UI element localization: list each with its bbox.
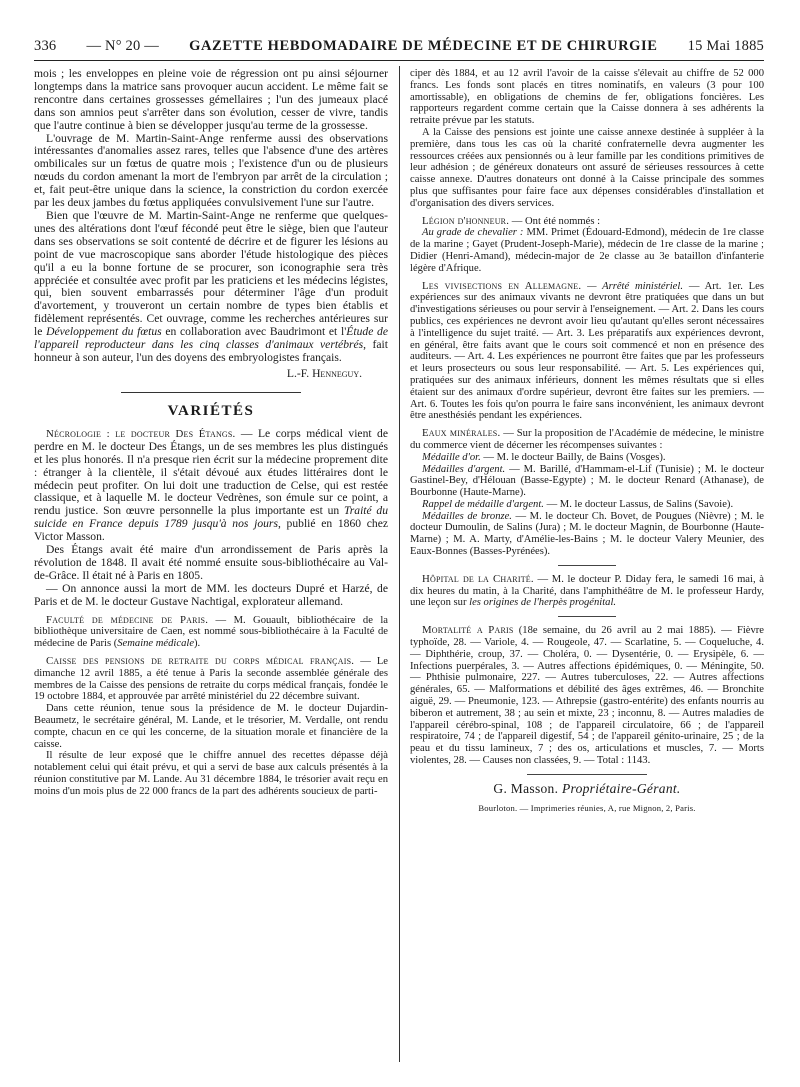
necrology-paragraph-2: Des Étangs avait été maire d'un arrondissement de Paris après la révolution de 1848. Il avait été nommé ensuite sous-bibliothécaire au Val-de-Grâce. Il était né à Paris en 1805. (34, 543, 388, 582)
faculte-notice: Faculté de médecine de Paris. — M. Gouault, bibliothécaire de la bibliothèque universitaire de Caen, est nommé sous-bibliothécaire à la Faculté de médecine de Paris (Semaine médicale). (34, 613, 388, 650)
printer-line: Bourloton. — Imprimeries réunies, A, rue Mignon, 2, Paris. (478, 802, 696, 813)
faculte-heading: Faculté de médecine de Paris. (46, 613, 209, 626)
book-title-foetus: Développement du fœtus (46, 325, 162, 339)
legion-grade: Au grade de chevalier : (422, 227, 524, 239)
book-title-etude: Étude de l'appareil reproducteur dans les cinq classes d'animaux vertébrés (34, 325, 388, 352)
eaux-heading: Eaux minérales. (422, 427, 501, 440)
vivisection-heading: Les vivisections en Allemagne. (422, 279, 582, 292)
left-column (34, 68, 388, 798)
section-divider (121, 392, 301, 393)
review-text-mid: en collaboration avec Baudrimont et l' (165, 325, 347, 339)
page-header (34, 38, 764, 61)
mortality-heading: Mortalité a Paris (422, 624, 514, 637)
medal-gold: Médaille d'or. — M. le docteur Bailly, de Bains (Vosges). (422, 451, 666, 463)
charite-topic: les origines de l'herpès progénital. (469, 597, 617, 609)
review-signature: L.-F. Henneguy. (286, 366, 362, 380)
necrology-paragraph: Nécrologie : le docteur Des Étangs. — Le corps médical vient de perdre en M. le docteur Des Étangs, un de ses membres les plus distingués et les plus honorés. Il n'a presque rien écrit sur la médecine proprement dite : étranger à la clientèle, il s'était dévoué aux études littéraires dont le médecin peut profiter. On lui doit une traduction de Celse, qui est restée classique, et à laquelle M. le docteur Vedrènes, son émule sur ce point, a rendu justice. Son œuvre personnelle la plus importante est un Traité du suicide en France depuis 1789 jusqu'à nos jours, publié en 1860 chez Victor Masson. (34, 426, 389, 544)
vivisection-notice: Les vivisections en Allemagne. — Arrêté ministériel. — Art. 1er. Les expériences sur des animaux vivants ne devront être pratiquées que dans un but d'investigations sérieuses ou pour servir à l'enseignement. — Art. 2. Dans les cours publics, ces expériences ne devront avoir lieu qu'autant qu'elles seront nécessaires à l'intelligence du sujet traité. — Art. 3. Les préparatifs aux expériences devront, en général, être faits avant que le cours soit commencé et non en présence des auditeurs. — Art. 4. Les expériences ne pourront être faites que par les professeurs et leurs prosecteurs ou sous leur responsabilité. — Art. 5. Les expériences qui, pratiquées sur des animaux inférieurs, donnent les mêmes résultats que si elles étaient sur des animaux d'ordre supérieur, devront être faites sur les premiers. — Art. 6. Toutes les fois qu'on pourra le faire sans inconvénient, les animaux devront être anesthésiés pendant les expériences. (410, 279, 764, 422)
journal-title: GAZETTE HEBDOMADAIRE DE MÉDECINE ET DE CHIRURGIE (189, 38, 658, 54)
caisse-paragraph-4: A la Caisse des pensions est jointe une caisse annexe destinée à suppléer à la première, dans tous les cas où la charité confraternelle devra augmenter les ressources créées aux pensionnés ou à leur famille par les conditions primitives de leur adhésion ; de généreux donateurs ont assuré de sérieuses ressources à cette caisse annexe. D'autres donateurs ont donné à la Caisse principale des sommes plus que suffisantes pour faire face aux dépenses considérables d'installation et d'organisation des divers services. (410, 126, 764, 209)
legion-list: Au grade de chevalier : MM. Primet (Édouard-Edmond), médecin de 1re classe de la marine ; Gayet (Prudent-Joseph-Marie), médecin de 1re classe de la marine ; Didier (Henri-Amand), médecin-major de 2e classe au 3e bataillon d'infanterie légère d'Afrique. (410, 227, 764, 274)
faculte-source: Semaine médicale (117, 638, 195, 650)
caisse-notice: Caisse des pensions de retraite du corps médical français. — Le dimanche 12 avril 1885, a été tenue à Paris la seconde assemblée générale des membres de la Caisse des pensions de retraite du corps médical français, fondée le 19 octobre 1884, et approuvée par arrêté ministériel du 22 décembre suivant. (34, 655, 389, 703)
caisse-paragraph-2: Dans cette réunion, tenue sous la présidence de M. le docteur Dujardin-Beaumetz, le secrétaire général, M. Lande, et le trésorier, M. Verdalle, ont rendu compte, chacun en ce qui les concerne, de la situation morale et financière de la caisse. (34, 703, 388, 750)
caisse-continued: ciper dès 1884, et au 12 avril l'avoir de la caisse s'élevait au chiffre de 52 000 francs. Les fonds sont placés en titres nominatifs, en valeurs (3 pour 100 amortissable), en obligations de chemins de fer, obligations foncières. Les rapporteurs regardent comme certain que la Caisse donnera à ses adhérents la retraite prévue par les statuts. (410, 68, 764, 127)
section-title-varietes: VARIÉTÉS (167, 403, 255, 420)
legion-notice: Légion d'honneur. — Ont été nommés : (422, 214, 601, 227)
legion-heading: Légion d'honneur. (422, 214, 510, 227)
necrology-heading: Nécrologie : le docteur Des Étangs. (46, 427, 236, 440)
right-column (410, 68, 764, 815)
footer-divider (527, 774, 647, 775)
charite-heading: Hôpital de la Charité. (422, 572, 534, 585)
page-number: 336 (34, 38, 57, 54)
manager-title: Propriétaire-Gérant. (561, 780, 681, 796)
review-paragraph-2: L'ouvrage de M. Martin-Saint-Ange renferme aussi des observations intéressantes d'anomalies assez rares, telles que l'absence d'une des artères ombilicales sur un fœtus de quatre mois ; l'existence d'un ou de plusieurs nœuds du cordon amenant la mort de l'embryon par arrêt de la circulation ; et, fait peut-être unique dans la science, la constriction du cordon exercée par les deux jambes du fœtus appliquées convulsivement l'une sur l'autre. (34, 131, 388, 210)
charite-notice: Hôpital de la Charité. — M. le docteur P. Diday fera, le samedi 16 mai, à dix heures du matin, à la Charité, dans l'amphithéâtre de M. le professeur Hardy, une leçon sur les origines de l'herpès progénital. (410, 572, 764, 609)
review-text: Bien que l'œuvre de M. Martin-Saint-Ange ne renferme que quelques-unes des altérations dont l'œuf fécondé peut être le siège, bien que l'auteur dans ses observations se soit contenté de décrire et de figurer les lésions au point de vue macroscopique sans aborder l'étude histologique des pièces qu'il a eu la bonne fortune de se procurer, son iconographie sera très appréciée et consultée avec profit par les praticiens et les médecins légistes, qui, bien souvent embarrassés pour déterminer l'âge d'un produit d'avortement, y trouveront un certain nombre de types bien établis et fidèlement représentés. Cet ouvrage, comme les recherches antérieures sur le (34, 208, 388, 339)
notice-divider (558, 565, 616, 566)
notice-divider-2 (558, 616, 616, 617)
deaths-notice: — On annonce aussi la mort de MM. les docteurs Dupré et Harzé, de Paris et de M. le docteur Gustave Nachtigal, explorateur allemand. (34, 581, 388, 608)
caisse-heading: Caisse des pensions de retraite du corps médical français. (46, 655, 355, 668)
necrology-book-title: Traité du suicide en France depuis 1789 jusqu'à nos jours (34, 504, 389, 531)
vivisection-decree: — Arrêté ministériel. (587, 280, 683, 292)
issue-number: — N° 20 — (86, 38, 159, 54)
review-paragraph-1: mois ; les enveloppes en pleine voie de régression ont pu ainsi séjourner longtemps dans la matrice sans provoquer aucun accident. Le même fait se rencontre dans certaines grossesses gémellaires ; l'un des jumeaux placé dans son amnios peut s'arrêter dans son évolution, cesser de vivre, tandis que l'autre continue à bien se développer jusqu'au terme de la grossesse. (34, 67, 388, 132)
manager-name: G. Masson. (493, 780, 559, 796)
column-divider (399, 66, 400, 1062)
medal-silver: Médailles d'argent. — M. Barillé, d'Hammam-el-Lif (Tunisie) ; M. le docteur Gastinel-Bey, d'Hélouan (Basse-Egypte) ; M. le docteur Renard (Athanase), de Bourbonne (Haute-Marne). (410, 463, 764, 499)
manager-line (410, 780, 764, 796)
medal-bronze: Médailles de bronze. — M. le docteur Ch. Bovet, de Pougues (Nièvre) ; M. le docteur Dumoulin, de Salins (Jura) ; M. le docteur Magnin, de Bourbonne (Haute-Marne) ; M. A. Marty, d'Amélie-les-Bains ; M. le docteur Valery Meunier, des Eaux-Bonnes (Basses-Pyrénées). (410, 510, 764, 558)
signature-name: Henneguy. (312, 366, 362, 380)
mortality-notice: Mortalité a Paris (18e semaine, du 26 avril au 2 mai 1885). — Fièvre typhoïde, 28. — Variole, 4. — Rougeole, 47. — Scarlatine, 5. — Coqueluche, 4. — Diphthérie, croup, 37. — Choléra, 0. — Dysentérie, 0. — Erysipèle, 6. — Infections puerpérales, 3. — Autres affections épidémiques, 0. — Méningite, 50. — Phthisie pulmonaire, 227. — Autres tuberculoses, 22. — Autres affections générales, 65. — Malformations et débilité des âges extrêmes, 46. — Bronchite aiguë, 29. — Pneumonie, 123. — Athrepsie (gastro-entérite) des enfants nourris au biberon et autrement, 38 ; au sein et mixte, 23 ; inconnu, 8. — Autres maladies de l'appareil cérébro-spinal, 108 ; de l'appareil circulatoire, 66 ; de l'appareil respiratoire, 74 ; de l'appareil digestif, 54 ; de l'appareil génito-urinaire, 25 ; de la peau et du tissu lamineux, 7 ; des os, articulations et muscles, 7. — Morts violentes, 28. — Causes non classées, 9. — Total : 1143. (410, 624, 765, 767)
caisse-paragraph-3: Il résulte de leur exposé que le chiffre annuel des recettes dépasse déjà notablement celui qui était prévu, et qui a servi de base aux calculs présentés à la réunion constitutive par M. Lande. Au 31 décembre 1884, le trésorier avait reçu en moins d'un mois plus de 22 000 francs de la part des adhérents soucieux de parti- (34, 750, 388, 797)
issue-date: 15 Mai 1885 (687, 38, 764, 54)
medal-silver-recall: Rappel de médaille d'argent. — M. le docteur Lassus, de Salins (Savoie). (422, 498, 734, 510)
review-paragraph-3 (34, 210, 388, 365)
eaux-notice: Eaux minérales. — Sur la proposition de l'Académie de médecine, le ministre du commerce vient de décerner les récompenses suivantes : (410, 427, 764, 451)
review-text-end: , fait honneur à son auteur, l'un des doyens des embryologistes français. (34, 338, 388, 364)
